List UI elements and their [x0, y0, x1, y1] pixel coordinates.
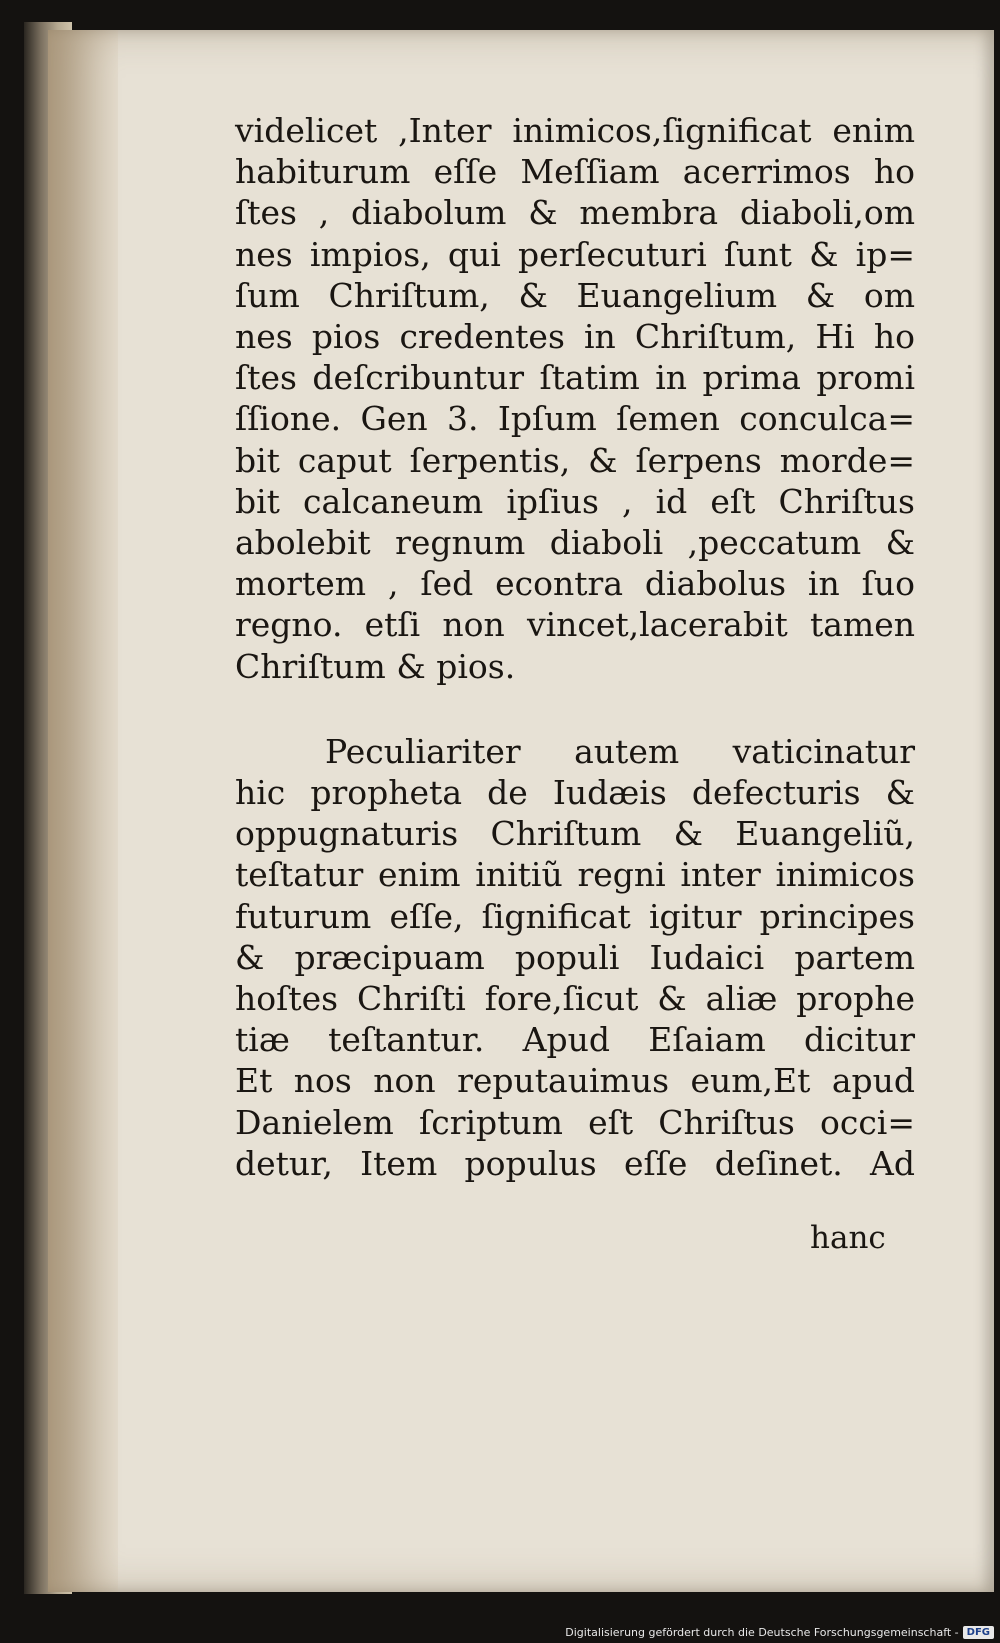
paragraph-2 — [235, 731, 915, 1184]
text-line: videlicet ,Inter inimicos,ſignificat enim — [235, 111, 915, 150]
text-line: ſtes deſcribuntur ſtatim in prima promi — [235, 358, 915, 398]
page-text — [235, 110, 915, 1184]
text-line: oppugnaturis Chriſtum & Euangeliũ, — [235, 814, 915, 854]
text-line: ſum Chriſtum, & Euangelium & om — [235, 275, 915, 315]
text-line: Danielem ſcriptum eſt Chriſtus occi= — [235, 1102, 915, 1142]
text-line: nes impios, qui perſecuturi ſunt & ip= — [235, 234, 915, 274]
text-line: hic propheta de Iudæis defecturis & — [235, 773, 915, 813]
digitization-footer — [565, 1626, 994, 1639]
text-line: ſſione. Gen 3. Ipſum ſemen conculca= — [235, 399, 915, 439]
text-line: abolebit regnum diaboli ,peccatum & — [235, 523, 915, 563]
catchword: hanc — [810, 1220, 886, 1256]
text-line: mortem , ſed econtra diabolus in ſuo — [235, 564, 915, 604]
text-line: hoſtes Chriſti fore,ſicut & aliæ prophe — [235, 979, 915, 1019]
text-line: Chriſtum & pios. — [235, 646, 516, 686]
text-line: regno. etſi non vincet,lacerabit tamen — [235, 605, 915, 645]
text-line: Et nos non reputauimus eum,Et apud — [235, 1061, 915, 1101]
text-line: bit calcaneum ipſius , id eſt Chriſtus — [235, 481, 915, 521]
text-line: habiturum eſſe Meſſiam acerrimos ho — [235, 152, 915, 192]
footer-text: Digitalisierung gefördert durch die Deutsche Forschungsgemeinschaft - — [565, 1626, 959, 1639]
page-stain — [48, 30, 118, 1592]
text-line: & præcipuam populi Iudaici partem — [235, 937, 915, 977]
text-line: tiæ teſtantur. Apud Eſaiam dicitur — [235, 1020, 915, 1060]
text-line: teſtatur enim initiũ regni inter inimicos — [235, 855, 915, 895]
text-line: futurum eſſe, ſignificat igitur principes — [235, 896, 915, 936]
text-line: detur, Item populus eſſe deſinet. Ad — [235, 1143, 915, 1183]
text-line: Peculiariter autem vaticinatur — [325, 731, 915, 771]
dfg-logo: DFG — [963, 1626, 994, 1639]
paragraph-1 — [235, 110, 915, 687]
text-line: bit caput ſerpentis, & ſerpens morde= — [235, 440, 915, 480]
text-line: ſtes , diabolum & membra diaboli,om — [235, 193, 915, 233]
text-line: nes pios credentes in Chriſtum, Hi ho — [235, 317, 915, 357]
